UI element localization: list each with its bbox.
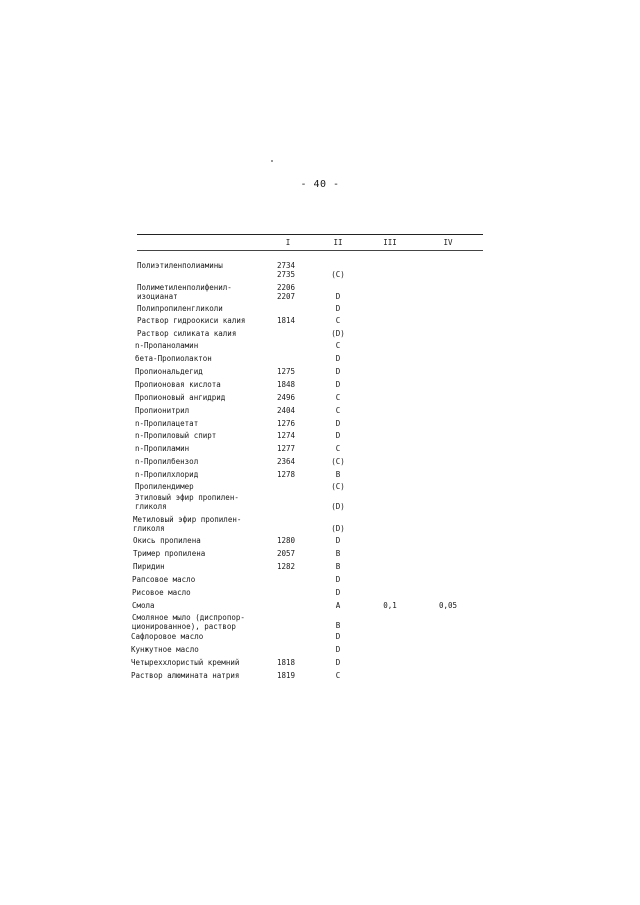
substance-name-line: Метиловый эфир пропилен-	[133, 515, 242, 524]
category-ii: D	[335, 632, 341, 641]
substance-name-line: бета-Пропиолактон	[135, 354, 212, 363]
category-ii: (C)	[331, 270, 345, 279]
substance-name	[135, 342, 285, 351]
un-code	[277, 471, 307, 480]
substance-name	[135, 471, 285, 480]
substance-name	[133, 550, 283, 559]
un-code	[277, 317, 307, 326]
substance-name	[132, 576, 282, 585]
substance-name	[135, 355, 285, 364]
un-code	[277, 445, 307, 454]
un-code-value: 1848	[277, 380, 296, 389]
substance-name	[132, 614, 282, 631]
substance-name	[135, 420, 285, 429]
substance-name-line: Пропионитрил	[135, 406, 190, 415]
substance-name-line: Рисовое масло	[132, 588, 191, 597]
substance-name-line: Пропиональдегид	[135, 367, 203, 376]
un-code-value: 1282	[277, 562, 296, 571]
substance-name-line: n-Пропиламин	[135, 444, 190, 453]
category-ii: D	[335, 354, 341, 363]
substance-name-line: Пропилендимер	[135, 482, 194, 491]
substance-name	[137, 317, 287, 326]
substance-name	[137, 305, 287, 314]
un-code-value: 1275	[277, 367, 296, 376]
un-code	[277, 262, 307, 279]
substance-name-line: Окись пропилена	[133, 536, 201, 545]
substance-name	[135, 432, 285, 441]
category-ii: D	[335, 419, 341, 428]
un-code-value: 1278	[277, 470, 296, 479]
substance-name	[133, 563, 283, 572]
substance-name	[131, 646, 281, 655]
substance-name-line: Полиэтиленполиамины	[137, 261, 223, 270]
un-code-value: 1277	[277, 444, 296, 453]
category-ii: B	[335, 621, 341, 630]
un-code-value: 1274	[277, 431, 296, 440]
substance-name-line: гликоля	[133, 523, 165, 533]
category-ii: B	[335, 470, 341, 479]
value-iii: 0,1	[383, 601, 397, 610]
category-ii: D	[335, 367, 341, 376]
substance-name-line: n-Пропилбензол	[135, 457, 199, 466]
category-ii: C	[335, 671, 341, 680]
category-ii: (C)	[331, 482, 345, 491]
category-ii: B	[335, 562, 341, 571]
un-code-value: 2404	[277, 406, 296, 415]
un-code-value: 2364	[277, 457, 296, 466]
un-code-value: 2734	[277, 261, 296, 270]
category-ii: A	[335, 601, 341, 610]
category-ii: D	[335, 645, 341, 654]
un-code	[277, 537, 307, 546]
un-code-value: 1819	[277, 671, 296, 680]
un-code-value: 1276	[277, 419, 296, 428]
substance-name-line: n-Пропилхлорид	[135, 470, 199, 479]
un-code	[277, 407, 307, 416]
substance-name	[137, 284, 287, 301]
substance-name	[135, 445, 285, 454]
category-ii: D	[335, 536, 341, 545]
substance-name	[135, 368, 285, 377]
substance-name-line: Пиридин	[133, 562, 165, 571]
category-ii: C	[335, 341, 341, 350]
un-code-value: 2496	[277, 393, 296, 402]
un-code	[277, 368, 307, 377]
un-code	[277, 458, 307, 467]
substance-name-line: ционированное), раствор	[132, 621, 236, 631]
value-iv: 0,05	[438, 601, 458, 610]
category-ii: B	[335, 549, 341, 558]
category-ii: C	[335, 406, 341, 415]
category-ii: C	[335, 316, 341, 325]
substance-name	[135, 407, 285, 416]
substance-name-line: n-Пропиловый спирт	[135, 431, 217, 440]
substance-name-line: Этиловый эфир пропилен-	[135, 493, 239, 502]
category-ii: D	[335, 658, 341, 667]
category-ii: C	[335, 444, 341, 453]
un-code-value: 1818	[277, 658, 296, 667]
un-code-value: 2735	[277, 269, 296, 279]
substance-name-line: изоцианат	[137, 291, 178, 301]
category-ii: D	[335, 431, 341, 440]
substance-name	[137, 330, 287, 339]
substance-name-line: Смоляное мыло (диспропор-	[132, 613, 245, 622]
substance-name	[131, 659, 281, 668]
column-header-iv: IV	[443, 238, 453, 247]
un-code-value: 1814	[277, 316, 296, 325]
un-code-value: 2206	[277, 283, 296, 292]
substance-name-line: гликоля	[135, 501, 167, 511]
substance-name-line: Рапсовое масло	[132, 575, 196, 584]
substance-name	[133, 516, 283, 533]
substance-name-line: Пропионовый ангидрид	[135, 393, 226, 402]
category-ii: (D)	[331, 329, 345, 338]
category-ii: D	[335, 575, 341, 584]
column-header-ii: II	[333, 238, 343, 247]
substance-name-line: Раствор алюмината натрия	[131, 671, 240, 680]
category-ii: D	[335, 304, 341, 313]
substance-name-line: Полипропиленгликоли	[137, 304, 223, 313]
substance-name-line: Пропионовая кислота	[135, 380, 221, 389]
substance-name-line: n-Пропилацетат	[135, 419, 199, 428]
substance-name	[137, 262, 287, 271]
substance-name-line: Раствор силиката калия	[137, 329, 237, 338]
page-number: - 40 -	[300, 179, 340, 190]
un-code	[277, 381, 307, 390]
category-ii: D	[335, 588, 341, 597]
un-code-value: 2207	[277, 291, 296, 301]
substance-name	[132, 602, 282, 611]
substance-name	[135, 483, 285, 492]
un-code	[277, 672, 307, 681]
substance-name	[131, 672, 281, 681]
category-ii: D	[335, 380, 341, 389]
column-header-iii: III	[383, 238, 397, 247]
un-code	[277, 284, 307, 301]
substance-name-line: Смола	[132, 601, 155, 610]
un-code	[277, 659, 307, 668]
un-code	[277, 432, 307, 441]
substance-name	[131, 633, 281, 642]
substance-name	[135, 381, 285, 390]
un-code	[277, 550, 307, 559]
substance-name-line: Кунжутное масло	[131, 645, 199, 654]
substance-name	[135, 394, 285, 403]
substance-name	[132, 589, 282, 598]
substance-name-line: Четыреххлористый кремний	[131, 658, 240, 667]
category-ii: D	[335, 292, 341, 301]
category-ii: (C)	[331, 457, 345, 466]
un-code	[277, 394, 307, 403]
substance-name-line: Тример пропилена	[133, 549, 206, 558]
substance-name-line: Полиметиленполифенил-	[137, 283, 232, 292]
category-ii: C	[335, 393, 341, 402]
un-code	[277, 563, 307, 572]
column-header-i: I	[285, 238, 291, 247]
substance-name	[133, 537, 283, 546]
un-code	[277, 420, 307, 429]
substance-name-line: Сафлоровое масло	[131, 632, 204, 641]
category-ii: (D)	[331, 502, 345, 511]
substance-name	[135, 458, 285, 467]
substance-name	[135, 494, 285, 511]
category-ii: (D)	[331, 524, 345, 533]
substance-name-line: Раствор гидроокиси калия	[137, 316, 246, 325]
substance-name-line: n-Пропаноламин	[135, 341, 199, 350]
un-code-value: 1280	[277, 536, 296, 545]
un-code-value: 2057	[277, 549, 296, 558]
